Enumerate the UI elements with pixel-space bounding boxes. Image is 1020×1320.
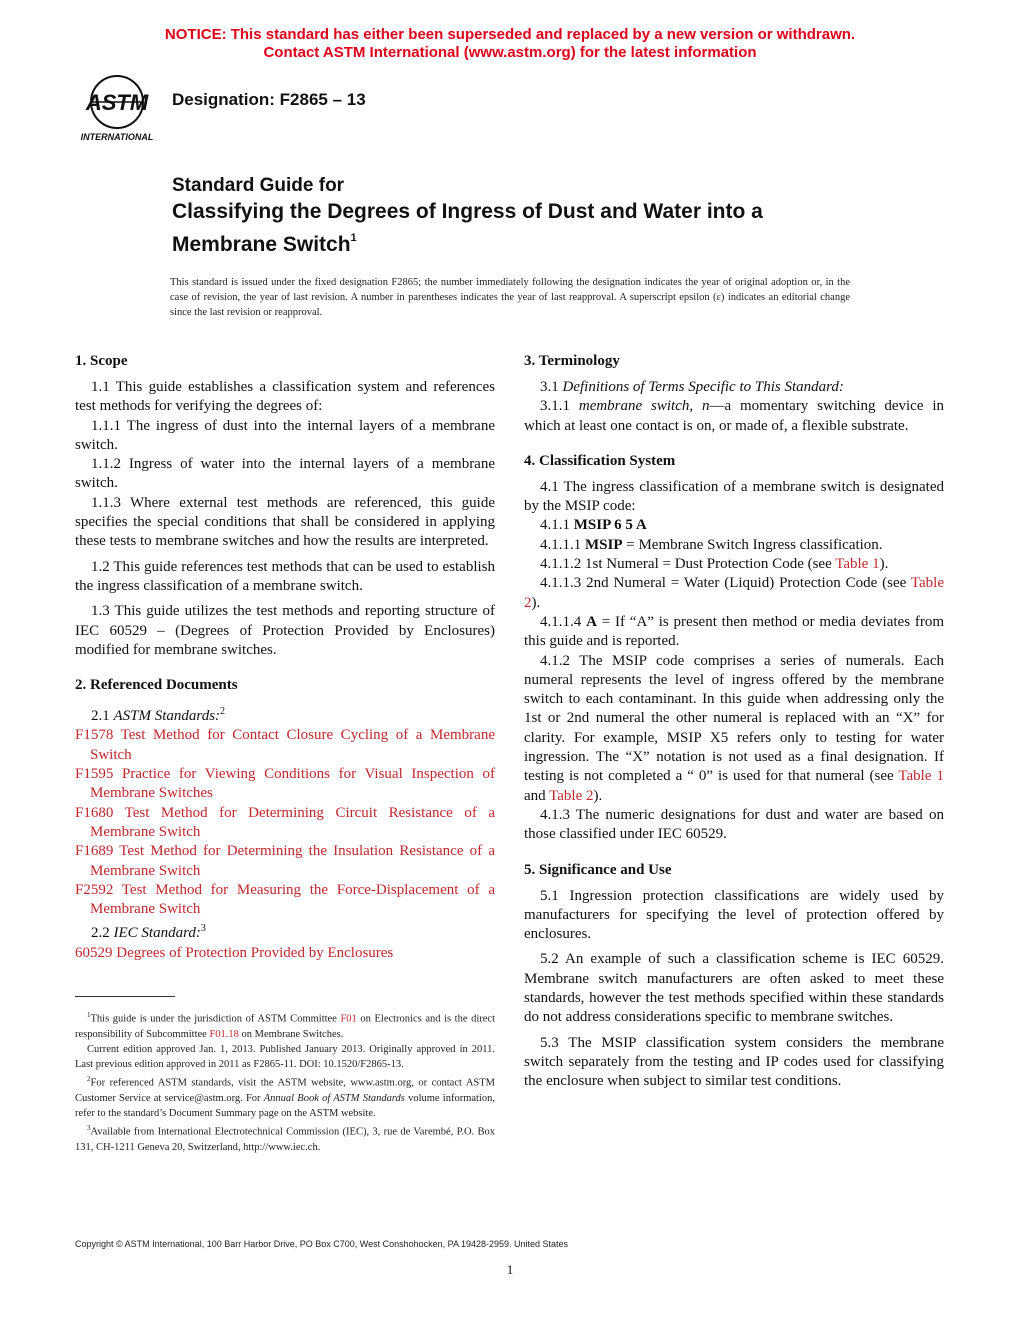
reference-title-f1578[interactable]: Test Method for Contact Closure Cycling of a Membrane Switch — [90, 727, 495, 763]
table-2-link-2[interactable]: Table 2 — [549, 787, 594, 804]
notice-line-1: NOTICE: This standard has either been superseded and replaced by a new version or withdrawn. — [164, 26, 856, 43]
footnote-3-text: Available from International Electrotechnical Commission (IEC), 3, rue de Varembé, P.O. Box 131, CH-1211 Geneva 20, Switzerland, http://www.iec.ch. — [75, 1126, 495, 1154]
reference-link-60529[interactable]: 60529 Degrees of Protection Provided by Enclosures — [75, 944, 394, 961]
paragraph-4-1-1-3-end: ). — [531, 594, 541, 611]
paragraph-4-1-1-2-text: 4.1.1.2 1st Numeral = Dust Protection Code (see — [540, 556, 836, 573]
paragraph-4-1-2-end: ). — [593, 787, 603, 804]
footnote-3-mark: 3 — [87, 1124, 91, 1133]
footnote-mark-2: 2 — [220, 706, 226, 718]
reference-link-f1595[interactable]: F1595 — [75, 766, 114, 783]
paragraph-2-2 — [75, 919, 495, 943]
paragraph-2-1-number: 2.1 — [91, 708, 114, 725]
title-line-3 — [172, 225, 892, 258]
reference-title-f1680[interactable]: Test Method for Determining Circuit Resistance of a Membrane Switch — [90, 804, 495, 840]
paragraph-1-1-3: 1.1.3 Where external test methods are referenced, this guide specifies the special conditions that shall be considered in applying these tests to membrane switches and how the results are interpreted. — [75, 494, 495, 550]
paragraph-4-1-1 — [524, 516, 944, 535]
svg-text:INTERNATIONAL: INTERNATIONAL — [80, 132, 154, 142]
paragraph-3-1-1-number: 3.1.1 — [540, 398, 579, 415]
footnote-2-text-a: For referenced ASTM standards, visit the ASTM website, www.astm.org, or contact ASTM Customer Service at service@astm.org. For — [75, 1077, 495, 1105]
document-title — [172, 174, 892, 258]
section-heading-significance: 5. Significance and Use — [524, 861, 672, 878]
paragraph-4-1-3: 4.1.3 The numeric designations for dust and water are based on those classified under IEC 60529. — [524, 806, 944, 843]
footnote-divider — [75, 996, 175, 997]
paragraph-3-1 — [524, 378, 944, 397]
footnote-1-text-b: on Electronics and is the direct responsibility of Subcommittee — [75, 1013, 496, 1040]
astm-logo — [72, 74, 162, 144]
footnote-3 — [75, 1121, 495, 1155]
copyright-line: Copyright © ASTM International, 100 Barr Harbor Drive, PO Box C700, West Conshohocken, PA 19428-2959. United States — [75, 1239, 569, 1249]
paragraph-2-2-number: 2.2 — [91, 925, 114, 942]
footnote-2-italic: Annual Book of ASTM Standards — [263, 1093, 405, 1105]
reference-title-f1689[interactable]: Test Method for Determining the Insulation Resistance of a Membrane Switch — [90, 843, 495, 879]
msip-definition: = Membrane Switch Ingress classification. — [622, 536, 883, 553]
right-column — [524, 350, 944, 1092]
section-heading-scope: 1. Scope — [75, 353, 128, 369]
paragraph-4-1-2 — [524, 652, 944, 806]
paragraph-4-1-1-2-end: ). — [879, 556, 889, 573]
footnote-1-text-c: on Membrane Switches. — [238, 1028, 344, 1040]
paragraph-4-1-1-4 — [524, 613, 944, 652]
svg-text:ASTM: ASTM — [85, 90, 149, 115]
reference-link-f1680[interactable]: F1680 — [75, 804, 114, 821]
paragraph-3-1-1 — [524, 397, 944, 436]
footnote-1-mark: 1 — [87, 1011, 91, 1019]
footnote-2-text-b: volume information, refer to the standard’s Document Summary page on the ASTM website. — [75, 1093, 495, 1120]
subcommittee-f01-18-link[interactable]: F01.18 — [209, 1028, 239, 1040]
paragraph-4-1-2-and: and — [524, 787, 550, 804]
title-line-3-text: Membrane Switch — [172, 233, 351, 256]
paragraph-1-3: 1.3 This guide utilizes the test methods and reporting structure of IEC 60529 – (Degrees of Protection Provided by Enclosures) modified for membrane switches. — [75, 603, 495, 658]
reference-link-f1689[interactable]: F1689 — [75, 843, 114, 860]
a-term: A — [586, 613, 597, 630]
paragraph-3-1-number: 3.1 — [540, 379, 563, 395]
title-footnote-mark: 1 — [350, 232, 357, 244]
committee-f01-link[interactable]: F01 — [340, 1013, 357, 1025]
designation: Designation: F2865 – 13 — [172, 90, 366, 109]
reference-f1680 — [75, 804, 495, 843]
definitions-label: Definitions of Terms Specific to This Standard: — [562, 379, 844, 395]
footnotes — [75, 1008, 495, 1155]
issued-note: This standard is issued under the fixed designation F2865; the number immediately following the designation indicates the year of original adoption or, in the case of revision, the year of last revision. A number in parentheses indicates the year of last reapproval. A superscript epsilon (ε) indicates an editorial change since the last revision or reapproval. — [170, 277, 850, 318]
reference-f2592 — [75, 881, 495, 920]
supersession-notice — [0, 26, 1020, 62]
title-line-2: Classifying the Degrees of Ingress of Dust and Water into a — [172, 200, 763, 223]
section-heading-classification: 4. Classification System — [524, 452, 676, 469]
footnote-1 — [75, 1008, 495, 1042]
footnote-1-edition: Current edition approved Jan. 1, 2013. Published January 2013. Originally approved in 2011. Last previous edition approved in 2011 as F2865-11. DOI: 10.1520/F2865-13. — [75, 1043, 495, 1071]
defined-term: membrane switch, n — [578, 398, 710, 415]
term-definition: —a momentary switching device in which at least one contact is on, or made of, a flexible substrate. — [524, 398, 945, 434]
page-number: 1 — [506, 1262, 514, 1277]
paragraph-4-1-2-text: 4.1.2 The MSIP code comprises a series of numerals. Each numeral represents the level of ingress offered by the membrane switch to each contaminant. In this guide when addressing only the 1st or 2nd numeral the other numeral is replaced with an “X” for clarity. For example, MSIP X5 refers only to testing for water ingression. The “X” notation is not used as a final designation. If testing is not completed a “ 0” is used for that numeral (see — [524, 652, 944, 785]
reference-60529 — [75, 944, 495, 963]
paragraph-4-1-1-4-number: 4.1.1.4 — [540, 613, 587, 630]
paragraph-4-1: 4.1 The ingress classification of a membrane switch is designated by the MSIP code: — [524, 478, 944, 515]
paragraph-5-2: 5.2 An example of such a classification scheme is IEC 60529. Membrane switch manufacturers are often asked to meet these standards, however the test methods specified within these standards do not address considerations specific to membrane switches. — [524, 951, 944, 1026]
reference-link-f2592[interactable]: F2592 — [75, 881, 114, 898]
table-2-link[interactable]: Table 2 — [524, 575, 944, 611]
reference-f1578 — [75, 726, 495, 765]
reference-link-f1578[interactable]: F1578 — [75, 727, 114, 744]
paragraph-4-1-1-3-text: 4.1.1.3 2nd Numeral = Water (Liquid) Protection Code (see — [540, 575, 911, 592]
msip-code-example: MSIP 6 5 A — [573, 517, 647, 534]
paragraph-5-1: 5.1 Ingression protection classifications are widely used by manufacturers for specifying the level of protection offered by enclosures. — [524, 887, 944, 943]
paragraph-4-1-1-1 — [524, 536, 944, 555]
footnote-2-mark: 2 — [87, 1075, 91, 1084]
paragraph-2-1 — [75, 702, 495, 726]
paragraph-4-1-1-2 — [524, 555, 944, 574]
paragraph-1-1-1: 1.1.1 The ingress of dust into the internal layers of a membrane switch. — [75, 417, 495, 453]
section-heading-terminology: 3. Terminology — [524, 353, 620, 369]
reference-title-f1595[interactable]: Practice for Viewing Conditions for Visual Inspection of Membrane Switches — [90, 766, 495, 802]
left-column — [75, 350, 495, 963]
table-1-link-2[interactable]: Table 1 — [898, 768, 944, 785]
footnote-1-text-a: This guide is under the jurisdiction of ASTM Committee — [90, 1013, 341, 1025]
paragraph-4-1-1-3 — [524, 574, 944, 613]
a-definition: = If “A” is present then method or media deviates from this guide and is reported. — [524, 613, 944, 650]
reference-f1689 — [75, 842, 495, 881]
iec-standard-label: IEC Standard: — [113, 925, 201, 942]
paragraph-1-1: 1.1 This guide establishes a classification system and references test methods for verifying the degrees of: — [75, 379, 495, 415]
paragraph-1-2: 1.2 This guide references test methods that can be used to establish the ingress classification of a membrane switch. — [75, 558, 495, 594]
footnote-2 — [75, 1072, 495, 1121]
notice-line-2: Contact ASTM International (www.astm.org) for the latest information — [263, 44, 757, 61]
paragraph-1-1-2: 1.1.2 Ingress of water into the internal layers of a membrane switch. — [75, 456, 495, 492]
paragraph-4-1-1-1-number: 4.1.1.1 — [540, 536, 585, 553]
table-1-link[interactable]: Table 1 — [835, 556, 880, 573]
reference-f1595 — [75, 765, 495, 804]
paragraph-4-1-1-number: 4.1.1 — [540, 517, 574, 534]
reference-title-f2592[interactable]: Test Method for Measuring the Force-Displacement of a Membrane Switch — [90, 881, 495, 918]
astm-standards-label: ASTM Standards: — [113, 708, 221, 725]
title-line-1: Standard Guide for — [172, 175, 345, 196]
paragraph-5-3: 5.3 The MSIP classification system considers the membrane switch separately from the testing and IP codes used for classifying the enclosure when subject to similar test conditions. — [524, 1034, 944, 1090]
section-heading-referenced-documents: 2. Referenced Documents — [75, 677, 238, 694]
footnote-mark-3: 3 — [200, 923, 206, 935]
msip-term: MSIP — [585, 536, 623, 553]
